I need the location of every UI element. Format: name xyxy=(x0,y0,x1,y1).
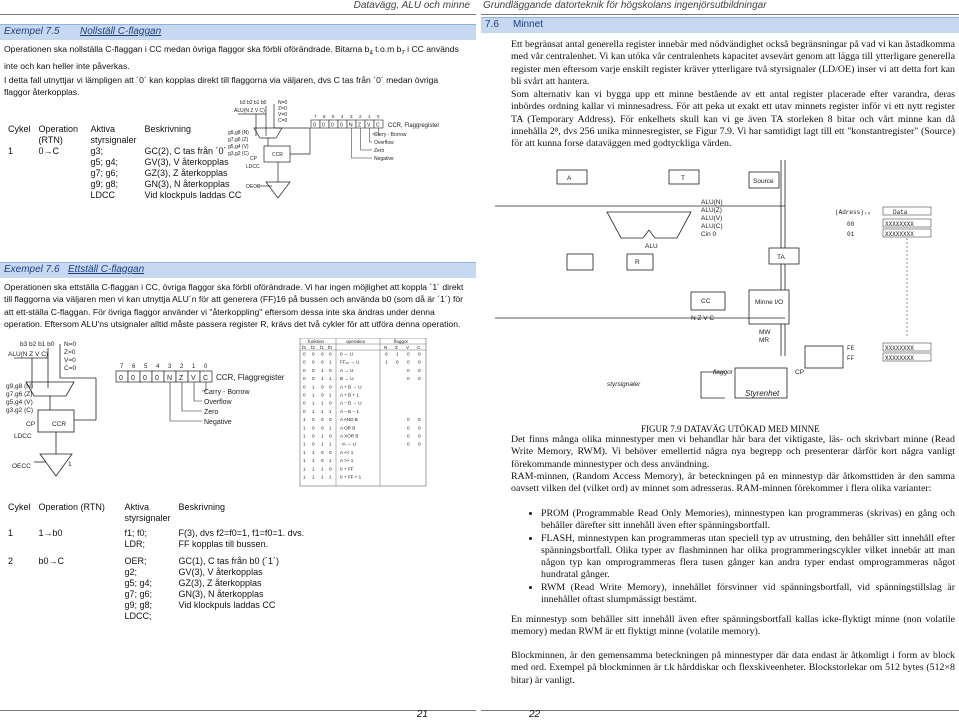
svg-text:ALU(N Z V C): ALU(N Z V C) xyxy=(8,351,49,358)
fn-table-cell: 1 xyxy=(329,441,332,447)
paragraph: Operationen ska ettställa C-flaggan i CC, övriga flaggor ska förbli oförändrade. Vi har ingen möjlighet att koppla ´1´ direkt till flaggorna via väljaren men vi kan utnyttja ALU´n för att generera (FF)16 på bussen och använda b0 (som då är ´1´) för att ett-ställa C-flaggan. För övriga flaggor använder vi "återkoppling" eftersom dessa inte ska ändras under denna operation. Eftersom ALU'ns utsignaler alltid måste passera register R, krävs det två cykler för att utföra denna operation. xyxy=(4,282,464,329)
fn-table-cell: 1 xyxy=(329,458,332,464)
fn-table-cell: 0 xyxy=(407,351,410,357)
svg-text:MR: MR xyxy=(759,337,770,344)
fn-table-cell: 0 xyxy=(407,441,410,447)
fn-table-cell: 1 xyxy=(329,376,332,382)
svg-text:0: 0 xyxy=(340,122,343,129)
list-item: • PROM (Programmable Read Only Memories), minnestypen kan programmeras (skrivas) en gång och behåller därefter sitt innehåll även efter spänningsbortfall. xyxy=(541,508,955,533)
running-header-left: Datavägg, ALU och minne xyxy=(353,0,470,11)
svg-text:CCR, Flaggregister: CCR, Flaggregister xyxy=(216,373,285,382)
cell: F(3), dvs f2=f0=1, f1=f0=1. dvs. FF kopplas till bussen. xyxy=(178,528,305,549)
fn-table-cell: 0 xyxy=(329,466,332,472)
svg-text:5: 5 xyxy=(144,364,148,370)
svg-text:ALU(V): ALU(V) xyxy=(701,215,723,222)
cell: g3; g5; g4; g7; g6; g9; g8; LDCC xyxy=(90,146,119,200)
fn-table-cell: A + B → U xyxy=(340,384,362,390)
fn-table-cell: 0 + FF + 1 xyxy=(340,474,362,480)
cell: 1→b0 xyxy=(38,528,63,538)
svg-text:V=0: V=0 xyxy=(64,357,76,364)
svg-text:f2: f2 xyxy=(311,344,315,350)
svg-text:operation: operation xyxy=(346,338,366,344)
svg-text:C=0: C=0 xyxy=(278,118,288,124)
svg-text:7: 7 xyxy=(314,114,317,119)
fn-table-cell: 0 xyxy=(407,433,410,439)
fn-table-cell: 1 xyxy=(321,400,324,406)
svg-text:g7,g6 (Z): g7,g6 (Z) xyxy=(228,137,249,143)
svg-text:2: 2 xyxy=(359,114,362,119)
section-title: Minnet xyxy=(513,19,544,30)
paragraph: Det finns många olika minnestyper men vi behandlar här bara det viktigaste, läs- och skrivbart minne (Read Write Memory, RWM). Vi behöver emellertid några nya begrepp och presenterar därför kort några vanligt förekommande minnestyper och dess användning. xyxy=(511,434,955,470)
control-table-7-5 xyxy=(4,124,245,201)
fn-table-cell: 1 xyxy=(321,408,324,414)
cell: b0→C xyxy=(38,556,65,566)
fn-table-cell: 0 xyxy=(418,367,421,373)
running-header-right: Grundläggande datorteknik för högskolans ingenjörsutbildningar xyxy=(483,0,767,11)
cell: 1 xyxy=(8,146,14,156)
svg-text:XXXXXXXX: XXXXXXXX xyxy=(885,231,914,238)
svg-text:1: 1 xyxy=(68,461,72,468)
svg-text:f0: f0 xyxy=(328,344,332,350)
svg-text:Z: Z xyxy=(395,344,398,350)
example-7-6-bar xyxy=(0,262,476,278)
fn-table-cell: 1 xyxy=(312,392,315,398)
left-page xyxy=(0,0,476,725)
fn-table-cell: 1 xyxy=(312,458,315,464)
svg-text:Overflow: Overflow xyxy=(374,140,394,146)
svg-text:N: N xyxy=(349,122,353,129)
svg-text:ALU: ALU xyxy=(645,243,658,250)
svg-text:funktion: funktion xyxy=(308,338,325,344)
svg-text:4: 4 xyxy=(156,364,160,370)
fn-table-cell: A − B → U xyxy=(340,400,362,406)
fn-table-cell: 1 xyxy=(303,458,306,464)
fn-table-cell: 0 xyxy=(407,376,410,382)
fn-table-cell: 0 xyxy=(312,441,315,447)
svg-text:g9,g8 (N): g9,g8 (N) xyxy=(228,130,249,136)
fn-table-cell: 1 xyxy=(321,441,324,447)
fn-table-cell: 1 xyxy=(303,425,306,431)
fn-table-cell: 0 xyxy=(407,425,410,431)
svg-text:CCR: CCR xyxy=(272,152,283,158)
svg-text:C=0: C=0 xyxy=(64,365,77,372)
example-title: Nollställ C-flaggan xyxy=(80,26,162,37)
example-title: Ettställ C-flaggan xyxy=(68,264,145,275)
fn-table-cell: 1 xyxy=(303,433,306,439)
svg-text:C: C xyxy=(417,344,421,350)
fn-table-cell: 0 xyxy=(329,367,332,373)
figure-7-9-datapath xyxy=(495,156,955,414)
cell: f1; f0; LDR; xyxy=(124,528,148,549)
svg-text:FE: FE xyxy=(847,345,855,352)
svg-text:N Z V C: N Z V C xyxy=(691,315,715,322)
svg-text:LDCC: LDCC xyxy=(246,164,260,170)
fn-table-cell: 0 xyxy=(385,351,388,357)
fn-table-cell: 1 xyxy=(312,449,315,455)
page-number: 22 xyxy=(529,709,541,720)
fn-table-cell: 1 xyxy=(303,417,306,423)
fn-table-cell: 0 xyxy=(407,359,410,365)
svg-text:0: 0 xyxy=(322,122,325,129)
svg-text:b3 b2 b1 b0: b3 b2 b1 b0 xyxy=(20,341,55,348)
svg-text:f1: f1 xyxy=(320,344,324,350)
svg-text:V: V xyxy=(191,375,196,382)
svg-text:A: A xyxy=(567,175,572,182)
fn-table-cell: 0 xyxy=(418,359,421,365)
fn-table-cell: 0 xyxy=(312,367,315,373)
ccr-diagram-large xyxy=(4,338,476,488)
fn-table-cell: ¬A → U xyxy=(340,441,356,447)
col-header: Operation (RTN) xyxy=(38,124,79,145)
paragraph: Blockminnen, är den gemensamma beteckningen på minnestyper där data endast är åtkomligt i form av block med ord. Exempel på blockminnen är t.k hårddiskar och flexskiveenheter. Blockstorlekar om 512 bytes (512×8 bitar) är vanligt. xyxy=(511,650,955,686)
fn-table-cell: 0 xyxy=(329,384,332,390)
fn-table-cell: A + B + 1 xyxy=(340,392,359,398)
fn-table-cell: 0 xyxy=(303,376,306,382)
col-header: Cykel xyxy=(8,502,31,512)
svg-text:f3: f3 xyxy=(302,344,306,350)
fn-table-cell: 0 xyxy=(418,441,421,447)
fn-table-cell: 0 xyxy=(312,376,315,382)
svg-text:XXXXXXXX: XXXXXXXX xyxy=(885,221,914,228)
fn-table-cell: 1 xyxy=(312,384,315,390)
svg-text:styrsignaler: styrsignaler xyxy=(607,381,641,388)
svg-text:Zero: Zero xyxy=(204,409,219,416)
svg-text:CP: CP xyxy=(26,421,36,428)
svg-text:Carry - Borrow: Carry - Borrow xyxy=(204,389,250,396)
list-item: • RWM (Read Write Memory), innehållet försvinner vid spänningsbortfall, vid spänningstillslag är innehållet oftast slumpmässigt bestämt. xyxy=(541,582,955,607)
fn-table-cell: 1 xyxy=(321,376,324,382)
fn-table-cell: 0 xyxy=(418,376,421,382)
fn-table-cell: 1 xyxy=(303,441,306,447)
svg-text:OECC: OECC xyxy=(12,463,31,470)
cell: OER; g2; g5; g4; g7; g6; g9; g8; LDCC; xyxy=(124,556,153,621)
page-number: 21 xyxy=(416,709,428,720)
fn-table-cell: 0 xyxy=(303,400,306,406)
fn-table-cell: 1 xyxy=(321,466,324,472)
fn-table-cell: 1 xyxy=(303,474,306,480)
svg-text:0: 0 xyxy=(131,375,135,382)
cell: 0→C xyxy=(38,146,60,156)
svg-text:0: 0 xyxy=(331,122,334,129)
svg-text:V: V xyxy=(367,122,371,129)
fn-table-cell: FF₁₆ → U xyxy=(340,359,360,365)
svg-text:N=0: N=0 xyxy=(278,100,288,106)
col-header: Aktiva styrsignaler xyxy=(90,124,137,145)
svg-text:CCR: CCR xyxy=(52,421,67,428)
control-table-7-6 xyxy=(4,502,308,622)
svg-text:ALU(Z): ALU(Z) xyxy=(701,207,722,214)
fn-table-cell: 0 xyxy=(303,359,306,365)
fn-table-cell: 1 xyxy=(329,392,332,398)
svg-text:Z=0: Z=0 xyxy=(64,349,76,356)
figure-caption: FIGUR 7.9 DATAVÄG UTÖKAD MED MINNE xyxy=(641,424,820,434)
fn-table-cell: 0 xyxy=(303,351,306,357)
svg-text:g5,g4 (V): g5,g4 (V) xyxy=(228,144,249,150)
fn-table-cell: 0 xyxy=(407,417,410,423)
cell: GC(1), C tas från b0 (´1´) GV(3), V återkopplas GZ(3), Z återkopplas GN(3), N återkopplas Vid klockpuls laddas CC xyxy=(178,556,280,610)
svg-text:R: R xyxy=(635,259,640,266)
svg-text:Cin 0: Cin 0 xyxy=(701,231,717,238)
svg-text:Z: Z xyxy=(179,375,184,382)
svg-text:3: 3 xyxy=(350,114,353,119)
svg-text:1: 1 xyxy=(368,114,371,119)
fn-table-cell: 0 xyxy=(321,392,324,398)
header-rule xyxy=(481,14,959,15)
fn-table-cell: 0 xyxy=(303,408,306,414)
fn-table-cell: 1 xyxy=(312,474,315,480)
svg-text:flaggor: flaggor xyxy=(394,338,409,344)
fn-table-cell: 1 xyxy=(312,408,315,414)
fn-table-cell: 0 xyxy=(312,351,315,357)
fn-table-cell: 1 xyxy=(303,466,306,472)
col-header: Aktiva styrsignaler xyxy=(124,502,171,523)
fn-table-cell: 1 xyxy=(385,359,388,365)
svg-text:flaggor: flaggor xyxy=(713,369,733,376)
fn-table-cell: 0 xyxy=(312,359,315,365)
col-header: Beskrivning xyxy=(144,124,192,134)
fn-table-cell: 1 xyxy=(312,400,315,406)
example-label: Exempel 7.6 xyxy=(4,264,60,275)
svg-text:6: 6 xyxy=(132,364,136,370)
col-header: Operation (RTN) xyxy=(38,502,105,512)
svg-text:Styrenhet: Styrenhet xyxy=(745,389,780,398)
fn-table-cell: 0 xyxy=(321,417,324,423)
fn-table-cell: 1 xyxy=(312,466,315,472)
footer-rule xyxy=(481,710,959,711)
svg-text:0: 0 xyxy=(377,114,380,119)
col-header: Cykel xyxy=(8,124,31,134)
fn-table-cell: 0 xyxy=(396,359,399,365)
fn-table-cell: 1 xyxy=(321,433,324,439)
paragraph: RAM-minnen, (Random Access Memory), är beteckningen på en minnestyp där åtkomsttiden är den samma oavsett vilken del (vilket ord) av minnet som adresseras. RAM-minnen förekommer i flera olika varianter: xyxy=(511,471,955,495)
svg-text:Minne I/O: Minne I/O xyxy=(755,299,784,306)
fn-table-cell: 0 xyxy=(312,417,315,423)
example-label: Exempel 7.5 xyxy=(4,26,60,37)
fn-table-cell: 0 xyxy=(329,351,332,357)
bullet-list xyxy=(511,508,955,606)
fn-table-cell: 0 + FF xyxy=(340,466,354,472)
svg-text:OECC: OECC xyxy=(246,184,261,190)
svg-text:Carry - Borrow: Carry - Borrow xyxy=(374,132,407,138)
svg-text:N=0: N=0 xyxy=(64,341,77,348)
cell: 2 xyxy=(8,556,14,566)
svg-text:Source: Source xyxy=(753,178,774,185)
fn-table-cell: 0 xyxy=(321,351,324,357)
fn-table-cell: 1 xyxy=(321,474,324,480)
svg-text:4: 4 xyxy=(341,114,344,119)
paragraph: I detta fall utnyttjar vi lämpligen att ´0´ kan kopplas direkt till flaggorna via väljaren, dvs C tas från ´0´ medan övriga flaggor återkopplas. xyxy=(4,75,439,98)
fn-table-cell: 0 xyxy=(303,367,306,373)
paragraph: Operationen ska nollställa C-flaggan i CC medan övriga flaggor ska förbli oförändrade. Bitarna $b_4$ t.o.m $b_7$ i CC används inte och kan heller inte påverkas. xyxy=(4,44,459,72)
svg-text:N: N xyxy=(384,344,388,350)
svg-text:Zero: Zero xyxy=(374,148,385,154)
svg-text:00: 00 xyxy=(847,221,855,228)
svg-text:Negative: Negative xyxy=(204,419,232,426)
svg-text:V=0: V=0 xyxy=(278,112,288,118)
list-item: • FLASH, minnestypen kan programmeras utan speciell typ av utrustning, den behåller sitt innehåll efter spänningsbortfall. Olika typer av flashminnen har olika programmeringscykler vilket innebär att man någon typ kan omprogrammeras flera tusen gånger kan andra typer endast omprogrammeras något hundratal gånger. xyxy=(541,533,955,582)
fn-table-cell: 1 xyxy=(329,425,332,431)
svg-text:0: 0 xyxy=(155,375,159,382)
svg-text:6: 6 xyxy=(323,114,326,119)
fn-table-cell: 0 xyxy=(418,417,421,423)
fn-table-cell: 1 xyxy=(303,449,306,455)
fn-table-cell: 0 xyxy=(418,425,421,431)
svg-text:7: 7 xyxy=(120,364,124,370)
fn-table-cell: 1 xyxy=(321,367,324,373)
svg-text:N: N xyxy=(167,375,173,382)
fn-table-cell: 1 xyxy=(329,359,332,365)
fn-table-cell: A << 1 xyxy=(340,449,354,455)
fn-table-cell: 0 xyxy=(329,400,332,406)
fn-table-cell: 0 xyxy=(407,367,410,373)
fn-table-cell: 0 xyxy=(329,433,332,439)
cell: GC(2), C tas från ´0´ GV(3), V återkopplas GZ(3), Z återkopplas GN(3), N återkopplas Vid klockpuls laddas CC xyxy=(144,146,242,200)
fn-table-cell: 0 xyxy=(321,425,324,431)
fn-table-cell: A → U xyxy=(340,367,354,373)
svg-text:T: T xyxy=(681,175,685,182)
svg-text:2: 2 xyxy=(180,364,184,370)
fn-table-cell: A >> 1 xyxy=(340,458,354,464)
footer-rule xyxy=(0,710,476,711)
svg-text:Z: Z xyxy=(358,122,362,129)
svg-text:XXXXXXXX: XXXXXXXX xyxy=(885,345,914,352)
svg-text:CP: CP xyxy=(795,369,805,376)
fn-table-cell: 0 xyxy=(418,433,421,439)
fn-table-cell: 0 xyxy=(303,384,306,390)
fn-table-cell: 0 xyxy=(329,417,332,423)
svg-text:Data: Data xyxy=(893,209,908,216)
svg-text:5: 5 xyxy=(332,114,335,119)
header-rule xyxy=(0,14,476,15)
fn-table-cell: 1 xyxy=(396,351,399,357)
svg-text:0: 0 xyxy=(313,122,316,129)
svg-text:ALU(N Z V C): ALU(N Z V C) xyxy=(234,108,265,114)
col-header: Beskrivning xyxy=(178,502,226,512)
svg-text:1: 1 xyxy=(192,364,196,370)
section-number: 7.6 xyxy=(485,19,499,30)
fn-table-cell: A AND B xyxy=(340,417,358,423)
fn-table-cell: 0 xyxy=(329,449,332,455)
svg-text:FF: FF xyxy=(847,355,855,362)
svg-text:XXXXXXXX: XXXXXXXX xyxy=(885,355,914,362)
fn-table-cell: A XOR B xyxy=(340,433,359,439)
svg-text:CP: CP xyxy=(250,156,257,162)
right-page xyxy=(481,0,959,725)
svg-text:C: C xyxy=(376,122,380,129)
svg-text:g3,g2 (C): g3,g2 (C) xyxy=(228,151,249,157)
svg-text:0: 0 xyxy=(119,375,123,382)
svg-text:g5,g4 (V): g5,g4 (V) xyxy=(6,399,33,406)
svg-text:ALU(N): ALU(N) xyxy=(701,199,723,206)
svg-text:TA: TA xyxy=(777,254,785,261)
fn-table-cell: 0 xyxy=(321,449,324,455)
svg-text:g9,g8 (N): g9,g8 (N) xyxy=(6,383,34,390)
svg-text:01: 01 xyxy=(847,231,855,238)
fn-table-cell: 1 xyxy=(329,408,332,414)
alu-function-table xyxy=(300,338,426,486)
svg-text:b3 b2 b1 b0: b3 b2 b1 b0 xyxy=(240,100,267,106)
svg-text:3: 3 xyxy=(168,364,172,370)
fn-table-cell: 0 xyxy=(418,351,421,357)
svg-text:V: V xyxy=(406,344,410,350)
svg-text:MW: MW xyxy=(759,329,771,336)
example-7-5-bar xyxy=(0,24,476,40)
svg-text:Z=0: Z=0 xyxy=(278,106,287,112)
fn-table-cell: 1 xyxy=(329,474,332,480)
svg-text:CCR, Flaggregister: CCR, Flaggregister xyxy=(388,123,440,129)
fn-table-cell: B → U xyxy=(340,376,354,382)
svg-text:(Adress)₁₆: (Adress)₁₆ xyxy=(835,209,872,216)
svg-text:ALU(C): ALU(C) xyxy=(701,223,723,230)
fn-table-cell: 0 xyxy=(312,433,315,439)
fn-table-cell: 0 xyxy=(312,425,315,431)
fn-table-cell: 0 → U xyxy=(340,351,354,357)
paragraph: Ett begränsat antal generella register innebär med nödvändighet också begränsningar på vad vi kan åstadkomma med vår centralenhet. Vi kan utöka vår centralenhets kapacitet avsevärt genom att lägga till ytterligare generella register men eftersom varje enskilt register kräver ytterligare två styrsignaler (LD/OE) inser vi att detta fort kan bli svårt att hantera. xyxy=(511,39,955,87)
svg-text:Negative: Negative xyxy=(374,156,394,162)
svg-text:C: C xyxy=(203,375,209,382)
svg-text:LDCC: LDCC xyxy=(14,433,32,440)
paragraph: En minnestyp som behåller sitt innehåll även efter spänningsbortfall kallas icke-flyktigt minne (non volatile memory) medan RWM är ett flyktigt minne (volatile memory). xyxy=(511,614,955,638)
cell: 1 xyxy=(8,528,14,538)
paragraph: Som alternativ kan vi bygga upp ett minne bestående av ett antal register placerade efter varandra, deras inbördes ordning kallar vi minnesadress. För att peka ut exakt ett utav minnets register inför vi ett nytt register TA (Temporary Address). För enkelhets skull kan vi ge även TA storleken 8 bitar och vårt minne kan då innehålla 2⁸, dvs 256 unika minnesregister, se Figur 7.9. Vi har samtidigt lagt till ett "konstantregister" (Source) för att kunna forse dataväggen med godtyckliga värden. xyxy=(511,89,955,150)
svg-text:g7,g6 (Z): g7,g6 (Z) xyxy=(6,391,33,398)
svg-text:0: 0 xyxy=(143,375,147,382)
fn-table-cell: A OR B xyxy=(340,425,356,431)
section-bar xyxy=(481,17,959,33)
fn-table-cell: 0 xyxy=(321,384,324,390)
fn-table-cell: 0 xyxy=(321,359,324,365)
fn-table-cell: 0 xyxy=(321,458,324,464)
fn-table-cell: A − B − 1 xyxy=(340,408,359,414)
svg-text:Overflow: Overflow xyxy=(204,399,232,406)
svg-text:g3,g2 (C): g3,g2 (C) xyxy=(6,407,34,414)
ccr-diagram-small xyxy=(226,98,476,213)
svg-text:0: 0 xyxy=(204,364,208,370)
fn-table-cell: 0 xyxy=(303,392,306,398)
svg-text:CC: CC xyxy=(701,298,711,305)
